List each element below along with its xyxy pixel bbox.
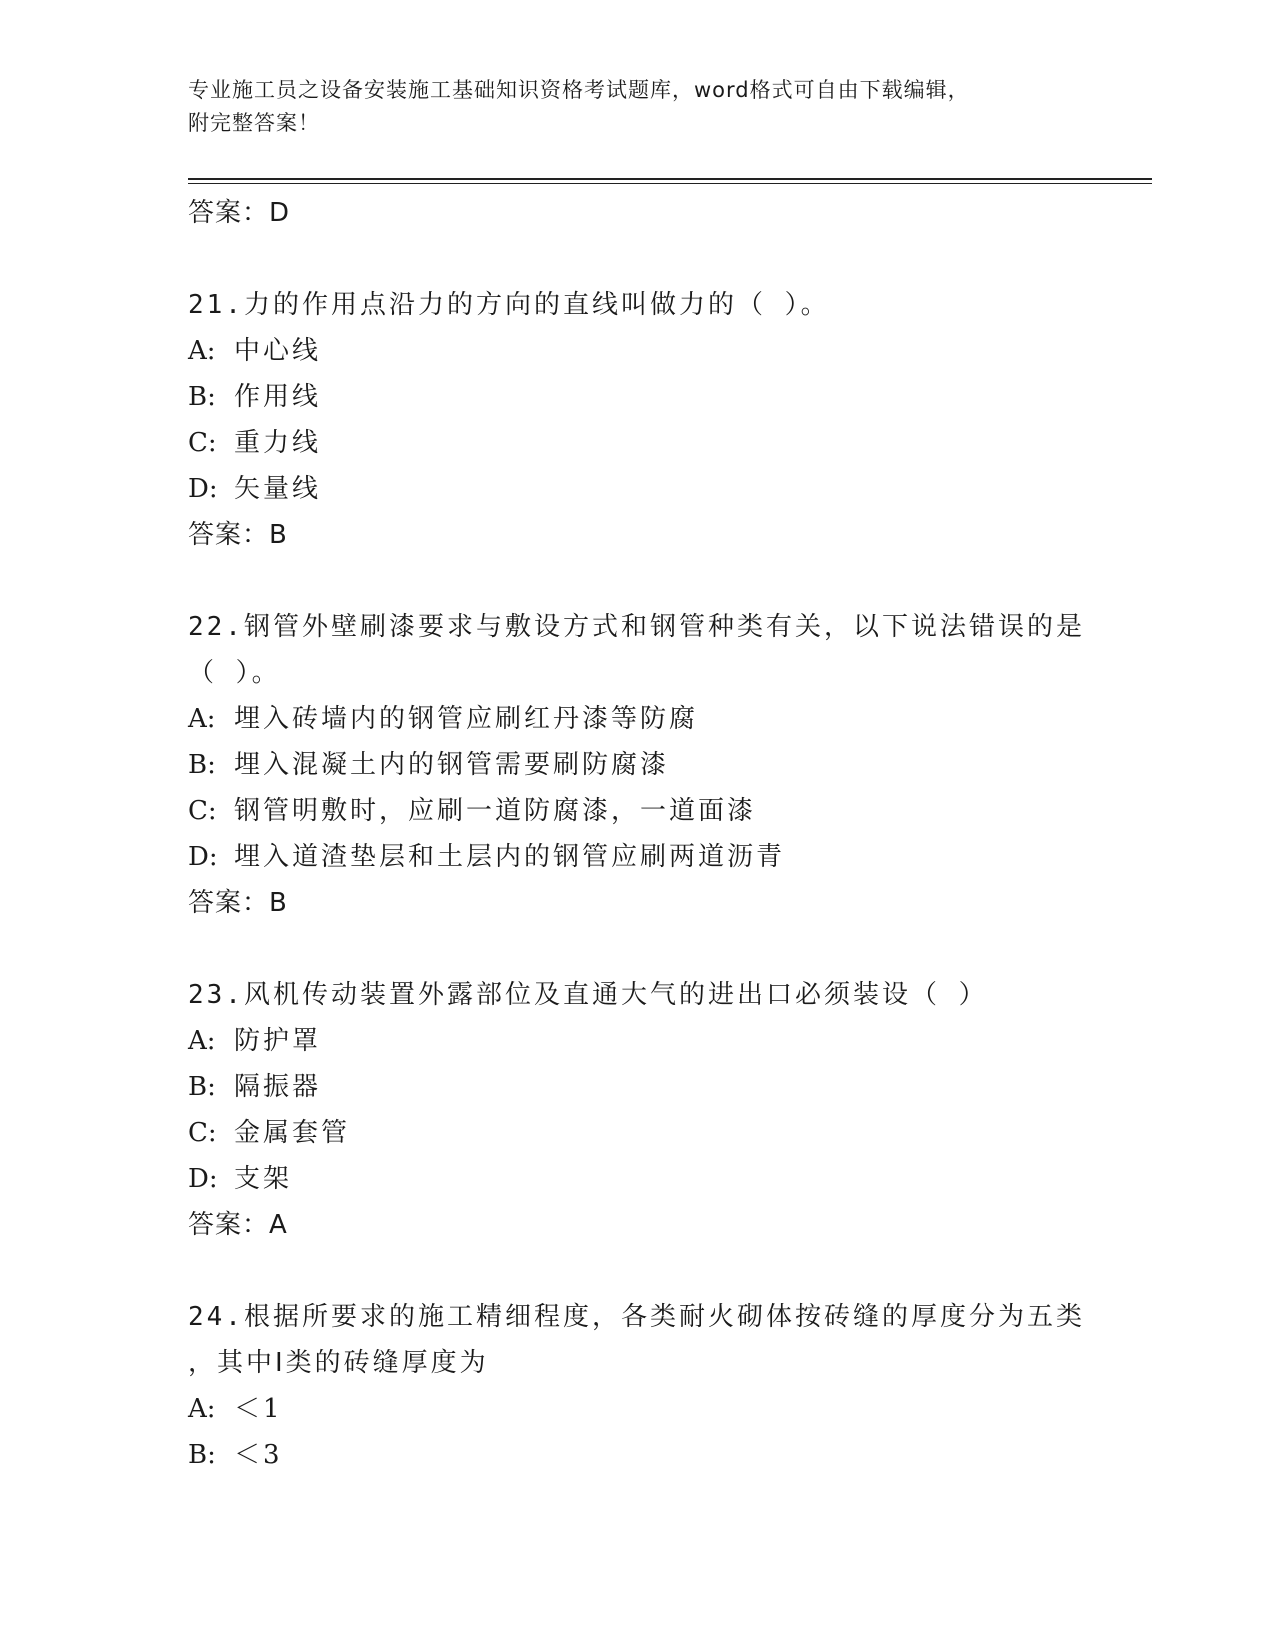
option-b xyxy=(188,1064,1088,1110)
question-text: 23.风机传动装置外露部位及直通大气的进出口必须装设（ ） xyxy=(188,980,988,1010)
option-b xyxy=(188,374,1088,420)
answer-line: 答案：D xyxy=(188,198,291,228)
option-d xyxy=(188,834,1088,880)
option-label: D: xyxy=(188,474,218,504)
question-list xyxy=(188,190,1088,1478)
option-text: 埋入道渣垫层和土层内的钢管应刷两道沥青 xyxy=(234,842,786,872)
answer-line: 答案：A xyxy=(188,1210,288,1240)
option-a xyxy=(188,328,1088,374)
header-divider-thin xyxy=(188,183,1152,184)
document-header xyxy=(188,74,1078,140)
question-text: 24.根据所要求的施工精细程度，各类耐火砌体按砖缝的厚度分为五类 xyxy=(188,1302,1085,1332)
option-a xyxy=(188,1386,1088,1432)
question-block xyxy=(188,604,1088,926)
spacer xyxy=(188,558,1088,604)
option-label: C: xyxy=(188,1118,217,1148)
option-text: 中心线 xyxy=(234,336,322,366)
question-block xyxy=(188,972,1088,1248)
answer-line: 答案：B xyxy=(188,520,288,550)
option-label: B: xyxy=(188,382,216,412)
option-text: 埋入砖墙内的钢管应刷红丹漆等防腐 xyxy=(234,704,699,734)
option-a xyxy=(188,696,1088,742)
option-text: 矢量线 xyxy=(234,474,322,504)
spacer xyxy=(188,926,1088,972)
question-block xyxy=(188,282,1088,558)
option-text: 隔振器 xyxy=(234,1072,322,1102)
question-block xyxy=(188,1294,1088,1478)
header-divider-thick xyxy=(188,178,1152,180)
option-d xyxy=(188,1156,1088,1202)
option-label: B: xyxy=(188,1440,216,1470)
option-text: 支架 xyxy=(234,1164,293,1194)
option-text: 作用线 xyxy=(234,382,322,412)
spacer xyxy=(188,236,1088,282)
option-c xyxy=(188,788,1088,834)
option-label: B: xyxy=(188,750,216,780)
question-text: 21.力的作用点沿力的方向的直线叫做力的（ ）。 xyxy=(188,290,830,320)
option-label: D: xyxy=(188,842,218,872)
answer-line: 答案：B xyxy=(188,888,288,918)
option-c xyxy=(188,1110,1088,1156)
option-text: 埋入混凝土内的钢管需要刷防腐漆 xyxy=(234,750,670,780)
option-text: 防护罩 xyxy=(234,1026,322,1056)
option-c xyxy=(188,420,1088,466)
question-text: 22.钢管外壁刷漆要求与敷设方式和钢管种类有关，以下说法错误的是 xyxy=(188,612,1085,642)
option-label: A: xyxy=(188,1394,216,1424)
option-text: 钢管明敷时，应刷一道防腐漆，一道面漆 xyxy=(234,796,757,826)
option-b xyxy=(188,742,1088,788)
option-b xyxy=(188,1432,1088,1478)
option-text: 重力线 xyxy=(234,428,322,458)
option-label: A: xyxy=(188,704,216,734)
option-text: ＜3 xyxy=(234,1440,283,1470)
option-label: C: xyxy=(188,428,217,458)
option-label: C: xyxy=(188,796,217,826)
spacer xyxy=(188,1248,1088,1294)
header-line-2: 附完整答案！ xyxy=(188,111,320,135)
option-text: ＜1 xyxy=(234,1394,283,1424)
option-text: 金属套管 xyxy=(234,1118,351,1148)
question-text-continued: ，其中Ⅰ类的砖缝厚度为 xyxy=(188,1348,489,1378)
option-label: A: xyxy=(188,336,216,366)
question-text-continued: （ ）。 xyxy=(188,658,281,688)
option-a xyxy=(188,1018,1088,1064)
option-label: A: xyxy=(188,1026,216,1056)
option-label: B: xyxy=(188,1072,216,1102)
header-line-1: 专业施工员之设备安装施工基础知识资格考试题库，word格式可自由下载编辑， xyxy=(188,78,970,102)
option-d xyxy=(188,466,1088,512)
option-label: D: xyxy=(188,1164,218,1194)
